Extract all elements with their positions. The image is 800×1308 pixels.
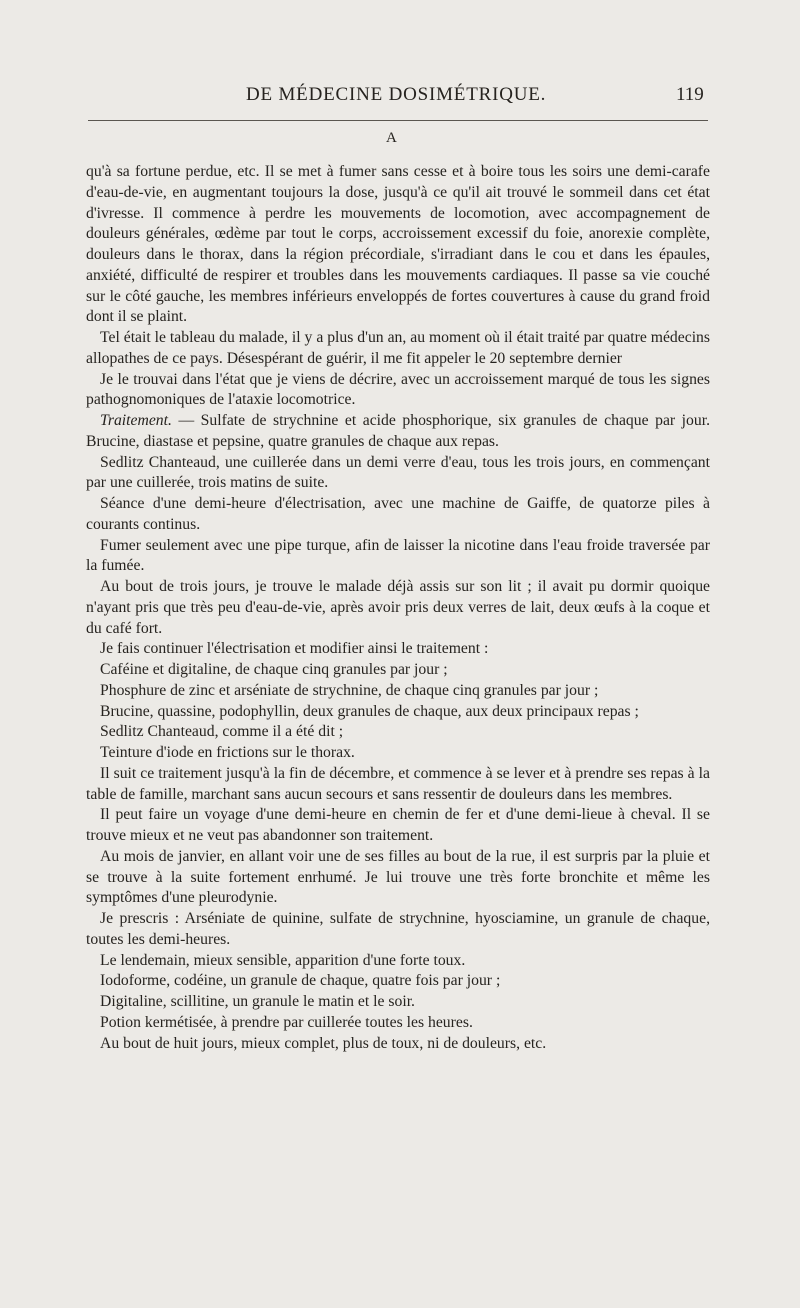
- paragraph: Brucine, quassine, podophyllin, deux granules de chaque, aux deux principaux repas ;: [100, 702, 639, 720]
- paragraph: Potion kermétisée, à prendre par cuillerée toutes les heures.: [100, 1013, 473, 1031]
- paragraph: Au bout de huit jours, mieux complet, plus de toux, ni de douleurs, etc.: [100, 1034, 547, 1052]
- running-title: DE MÉDECINE DOSIMÉTRIQUE.: [246, 84, 547, 105]
- paragraph: Sedlitz Chanteaud, une cuillerée dans un demi verre d'eau, tous les trois jours, en commençant par une cuillerée, trois matins de suite.: [86, 453, 710, 492]
- paragraph: Phosphure de zinc et arséniate de strychnine, de chaque cinq granules par jour ;: [100, 681, 599, 699]
- paragraph: Je fais continuer l'électrisation et modifier ainsi le traitement :: [100, 640, 489, 658]
- paragraph: Sedlitz Chanteaud, comme il a été dit ;: [100, 723, 344, 741]
- signature-mark: A: [386, 130, 397, 146]
- page-number: 119: [676, 84, 704, 105]
- paragraph: Séance d'une demi-heure d'électrisation, avec une machine de Gaiffe, de quatorze piles à courants continus.: [86, 495, 710, 533]
- paragraph: Teinture d'iode en frictions sur le thorax.: [100, 744, 355, 761]
- paragraph: Iodoforme, codéine, un granule de chaque, quatre fois par jour ;: [100, 972, 501, 990]
- section-label: Traitement.: [100, 412, 172, 429]
- paragraph: qu'à sa fortune perdue, etc. Il se met à fumer sans cesse et à boire tous les soirs une demi-carafe d'eau-de-vie, en augmentant toujours la dose, jusqu'à ce qu'il ait trouvé le sommeil dans cet état d'ivresse. Il commence à perdre les mouvements de locomotion, avec accompagnement de douleurs générales, œdème par tout le corps, accroissement excessif du foie, anorexie complète, douleurs dans le thorax, dans la région précordiale, s'irradiant dans le cou et dans les épaules, anxiété, difficulté de respirer et troubles dans les mouvements cardiaques. Il passe sa vie couché sur le côté gauche, les membres inférieurs enveloppés de fortes couvertures à cause du grand froid dont il se plaint.: [86, 163, 710, 326]
- paragraph: Fumer seulement avec une pipe turque, afin de laisser la nicotine dans l'eau froide traversée par la fumée.: [86, 536, 710, 575]
- paragraph: Caféine et digitaline, de chaque cinq granules par jour ;: [100, 661, 448, 678]
- paragraph: Il peut faire un voyage d'une demi-heure en chemin de fer et d'une demi-lieue à cheval. Il se trouve mieux et ne veut pas abandonner son traitement.: [86, 806, 710, 844]
- paragraph: [86, 411, 710, 453]
- body-text: [86, 162, 710, 1054]
- header-rule: [88, 120, 708, 121]
- paragraph: Il suit ce traitement jusqu'à la fin de décembre, et commence à se lever et à prendre ses repas à la table de famille, marchant sans aucun secours et sans ressentir de douleurs dans les membres.: [86, 764, 710, 803]
- paragraph: Le lendemain, mieux sensible, apparition d'une forte toux.: [100, 951, 466, 969]
- paragraph: Au bout de trois jours, je trouve le malade déjà assis sur son lit ; il avait pu dormir quoique n'ayant pris que très peu d'eau-de-vie, après avoir pris deux verres de lait, deux œufs à la coque et du café fort.: [86, 578, 710, 637]
- paragraph: Tel était le tableau du malade, il y a plus d'un an, au moment où il était traité par quatre médecins allopathes de ce pays. Désespérant de guérir, il me fit appeler le 20 septembre dernier: [86, 329, 710, 367]
- page-header: [0, 84, 800, 112]
- paragraph: Je le trouvai dans l'état que je viens de décrire, avec un accroissement marqué de tous les signes pathognomoniques de l'ataxie locomotrice.: [86, 370, 710, 409]
- paragraph: Je prescris : Arséniate de quinine, sulfate de strychnine, hyosciamine, un granule de chaque, toutes les demi-heures.: [86, 910, 710, 948]
- paragraph: Au mois de janvier, en allant voir une de ses filles au bout de la rue, il est surpris par la pluie et se trouve à la suite fortement enrhumé. Je lui trouve une très forte bronchite et même les symptômes d'une pleurodynie.: [86, 847, 710, 907]
- paragraph: Digitaline, scillitine, un granule le matin et le soir.: [100, 993, 415, 1010]
- paragraph-text: — Sulfate de strychnine et acide phosphorique, six granules de chaque par jour. Brucine, diastase et pepsine, quatre granules de chaque aux repas.: [86, 412, 710, 450]
